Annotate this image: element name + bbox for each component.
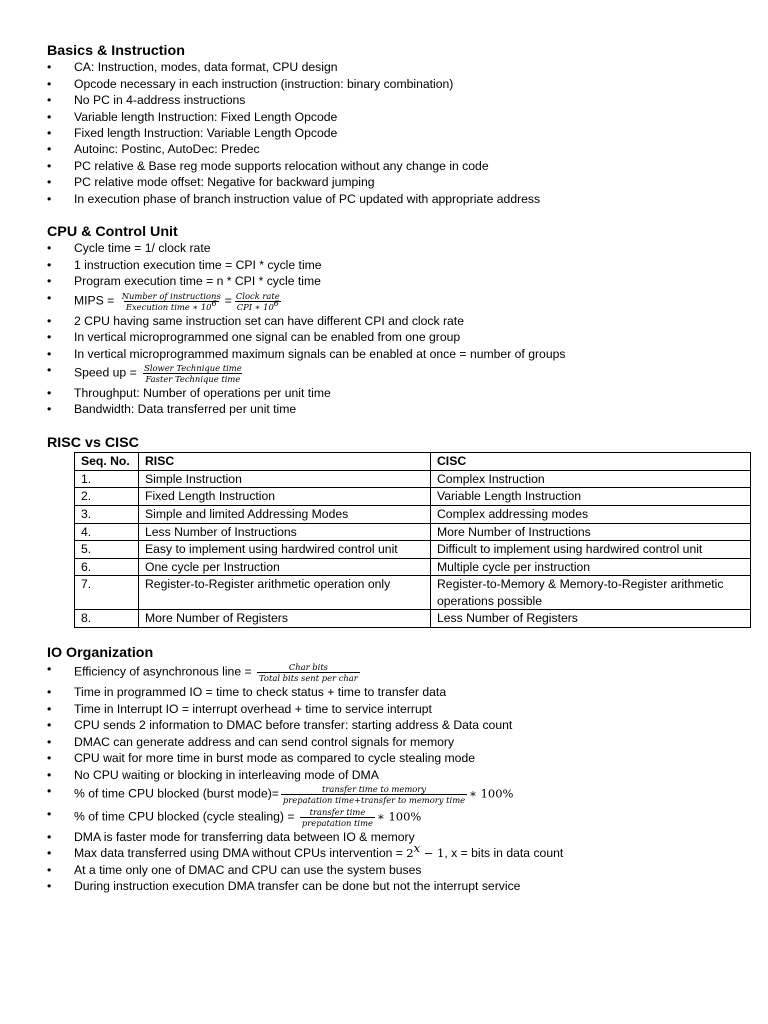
- table-row: [75, 505, 751, 523]
- section-title: Basics & Instruction: [47, 43, 185, 59]
- equals-sign: =: [224, 293, 232, 308]
- section-title: CPU & Control Unit: [47, 224, 178, 241]
- table-cell: Register-to-Register arithmetic operation only: [139, 576, 431, 610]
- denominator-text: Execution time ∗ 10: [125, 301, 212, 312]
- list-item: • Fixed length Instruction: Variable Length Opcode: [47, 125, 748, 141]
- table-cell: Fixed Length Instruction: [139, 488, 431, 506]
- list-item: • Bandwidth: Data transferred per unit time: [47, 401, 748, 417]
- formula-base: 2: [406, 846, 414, 861]
- denominator-text: CPI ∗ 10: [236, 301, 274, 312]
- table-row: [75, 470, 751, 488]
- table-cell: 8.: [75, 610, 139, 628]
- list-item: • In vertical microprogrammed maximum signals can be enabled at once = number of groups: [47, 346, 748, 362]
- list-item: • 1 instruction execution time = CPI * cycle time: [47, 257, 748, 273]
- formula-label: Max data transferred using DMA without CPUs intervention =: [74, 846, 407, 861]
- list-item: • In execution phase of branch instruction value of PC updated with appropriate address: [47, 191, 748, 207]
- section-basics: [47, 43, 748, 207]
- table-cell: Difficult to implement using hardwired control unit: [431, 541, 751, 559]
- list-item: • Program execution time = n * CPI * cycle time: [47, 273, 748, 289]
- fraction: [281, 784, 467, 805]
- denominator: [235, 298, 281, 312]
- table-cell: Complex addressing modes: [431, 505, 751, 523]
- table-header-row: [75, 453, 751, 471]
- section-title: RISC vs CISC: [47, 434, 139, 451]
- formula-suffix: ∗ 100%: [377, 809, 422, 824]
- list-item: • Time in programmed IO = time to check status + time to transfer data: [47, 684, 748, 700]
- formula-label: MIPS =: [74, 293, 118, 308]
- fraction: [257, 662, 360, 683]
- list-item: • Time in Interrupt IO = interrupt overhead + time to service interrupt: [47, 701, 748, 717]
- list-item: • No PC in 4-address instructions: [47, 92, 748, 108]
- column-header: RISC: [139, 453, 431, 471]
- table-cell: Less Number of Instructions: [139, 523, 431, 541]
- list-item: • CA: Instruction, modes, data format, CPU design: [47, 59, 748, 75]
- exponent: x: [413, 841, 421, 856]
- numerator: Char bits: [288, 662, 328, 673]
- list-item: • PC relative mode offset: Negative for backward jumping: [47, 174, 748, 190]
- table-cell: Register-to-Memory & Memory-to-Register arithmetic operations possible: [431, 576, 751, 610]
- list-item: • Variable length Instruction: Fixed Length Opcode: [47, 109, 748, 125]
- formula-label: Efficiency of asynchronous line =: [74, 665, 255, 680]
- list-item: • DMAC can generate address and can send control signals for memory: [47, 734, 748, 750]
- list-item: • DMA is faster mode for transferring data between IO & memory: [47, 829, 748, 845]
- list-item-mips-formula: [47, 290, 748, 313]
- table-cell: 5.: [75, 541, 139, 559]
- list-item: • At a time only one of DMAC and CPU can use the system buses: [47, 862, 748, 878]
- denominator: [124, 298, 219, 312]
- table-cell: One cycle per Instruction: [139, 558, 431, 576]
- denominator: Faster Technique time: [145, 373, 241, 384]
- list-item: • Opcode necessary in each instruction (instruction: binary combination): [47, 76, 748, 92]
- table-cell: Variable Length Instruction: [431, 488, 751, 506]
- table-cell: 3.: [75, 505, 139, 523]
- fraction: [120, 291, 223, 312]
- table-row: [75, 541, 751, 559]
- table-cell: Easy to implement using hardwired control unit: [139, 541, 431, 559]
- fraction: [142, 363, 244, 384]
- table-cell: 7.: [75, 576, 139, 610]
- formula-label: % of time CPU blocked (burst mode)=: [74, 786, 279, 801]
- list-item-cycle-stealing-formula: [47, 806, 748, 829]
- denominator: Total bits sent per char: [259, 673, 358, 684]
- list-item-max-data-formula: [47, 841, 748, 861]
- table-row: [75, 576, 751, 610]
- list-item: • No CPU waiting or blocking in interleaving mode of DMA: [47, 767, 748, 783]
- exponent: 6: [273, 298, 279, 308]
- bullet-list: [47, 240, 748, 417]
- comparison-table: [74, 452, 751, 628]
- table-row: [75, 610, 751, 628]
- list-item: • CPU sends 2 information to DMAC before transfer: starting address & Data count: [47, 717, 748, 733]
- list-item-burst-formula: [47, 783, 748, 806]
- table-row: [75, 523, 751, 541]
- section-title: IO Organization: [47, 645, 154, 662]
- list-item: • CPU wait for more time in burst mode as compared to cycle stealing mode: [47, 750, 748, 766]
- formula-label: % of time CPU blocked (cycle stealing) =: [74, 809, 298, 824]
- numerator: transfer time: [309, 806, 366, 817]
- numerator: transfer time to memory: [321, 783, 427, 794]
- list-item-efficiency-formula: [47, 661, 748, 684]
- table-cell: Less Number of Registers: [431, 610, 751, 628]
- formula-label: Speed up =: [74, 365, 141, 380]
- list-item: • Cycle time = 1/ clock rate: [47, 240, 748, 256]
- list-item: • PC relative & Base reg mode supports relocation without any change in code: [47, 158, 748, 174]
- table-cell: 6.: [75, 558, 139, 576]
- table-cell: Multiple cycle per instruction: [431, 558, 751, 576]
- bullet-list: [47, 661, 748, 894]
- list-item-speedup-formula: [47, 362, 748, 385]
- table-cell: Simple Instruction: [139, 470, 431, 488]
- fraction: [234, 291, 282, 312]
- numerator: Slower Technique time: [144, 362, 242, 373]
- fraction: [300, 807, 375, 828]
- section-risc-vs-cisc: [47, 435, 748, 628]
- table-row: [75, 488, 751, 506]
- table-cell: More Number of Registers: [139, 610, 431, 628]
- list-item: • In vertical microprogrammed one signal can be enabled from one group: [47, 329, 748, 345]
- table-cell: Simple and limited Addressing Modes: [139, 505, 431, 523]
- list-item: • Autoinc: Postinc, AutoDec: Predec: [47, 141, 748, 157]
- list-item: • Throughput: Number of operations per unit time: [47, 385, 748, 401]
- column-header: CISC: [431, 453, 751, 471]
- formula-suffix: ∗ 100%: [469, 786, 514, 801]
- table-cell: More Number of Instructions: [431, 523, 751, 541]
- bullet-list: [47, 59, 748, 207]
- numerator: Clock rate: [235, 290, 280, 301]
- table-cell: Complex Instruction: [431, 470, 751, 488]
- list-item: • 2 CPU having same instruction set can have different CPI and clock rate: [47, 313, 748, 329]
- formula-tail: , x = bits in data count: [444, 846, 564, 861]
- table-cell: 1.: [75, 470, 139, 488]
- numerator: Number of instructions: [121, 290, 221, 301]
- exponent: 6: [211, 298, 217, 308]
- table-cell: 4.: [75, 523, 139, 541]
- formula-rest: − 1: [420, 846, 445, 861]
- column-header: Seq. No.: [75, 453, 139, 471]
- table-cell: 2.: [75, 488, 139, 506]
- denominator: prepatation time+transfer to memory time: [282, 794, 466, 805]
- denominator: prepatation time: [301, 817, 373, 828]
- list-item: • During instruction execution DMA transfer can be done but not the interrupt service: [47, 878, 748, 894]
- table-row: [75, 558, 751, 576]
- section-cpu-control-unit: [47, 224, 748, 418]
- section-io-organization: [47, 645, 748, 894]
